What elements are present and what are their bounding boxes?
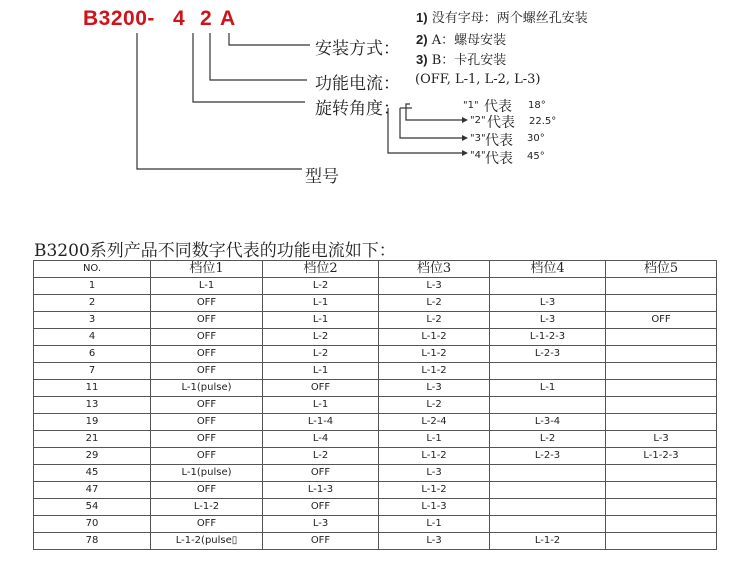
- cell-no: 1: [34, 278, 151, 295]
- table-row: [34, 533, 717, 550]
- table-row: [34, 482, 717, 499]
- cell-position-5: L-3: [606, 431, 717, 448]
- cell-position-2: L-1: [263, 397, 379, 414]
- cell-position-3: L-3: [379, 380, 490, 397]
- cell-position-3: L-2: [379, 312, 490, 329]
- cell-position-4: L-1: [490, 380, 606, 397]
- cell-position-1: OFF: [151, 295, 263, 312]
- cell-position-5: [606, 533, 717, 550]
- cell-position-5: [606, 380, 717, 397]
- table-row: [34, 329, 717, 346]
- angle-word-3: 代表: [485, 133, 513, 149]
- cell-position-5: [606, 278, 717, 295]
- cell-no: 19: [34, 414, 151, 431]
- cell-position-2: L-1: [263, 312, 379, 329]
- cell-position-3: L-1-2: [379, 329, 490, 346]
- table-row: [34, 448, 717, 465]
- cell-no: 6: [34, 346, 151, 363]
- cell-position-3: L-1-2: [379, 346, 490, 363]
- cell-no: 21: [34, 431, 151, 448]
- cell-no: 78: [34, 533, 151, 550]
- table-row: [34, 414, 717, 431]
- cell-position-5: [606, 346, 717, 363]
- cell-position-5: [606, 516, 717, 533]
- cell-no: 11: [34, 380, 151, 397]
- cell-position-4: [490, 397, 606, 414]
- code-letter-install: A: [220, 7, 236, 30]
- table-row: [34, 397, 717, 414]
- cell-position-4: [490, 363, 606, 380]
- cell-position-4: L-2-3: [490, 448, 606, 465]
- cell-position-2: OFF: [263, 465, 379, 482]
- cell-position-4: [490, 499, 606, 516]
- table-row: [34, 295, 717, 312]
- code-digit-rotation: 4: [173, 7, 186, 30]
- cell-position-2: OFF: [263, 499, 379, 516]
- cell-position-3: L-1: [379, 516, 490, 533]
- header-position-1: 档位1: [151, 261, 263, 278]
- cell-position-2: L-3: [263, 516, 379, 533]
- cell-position-3: L-3: [379, 533, 490, 550]
- cell-position-2: L-2: [263, 448, 379, 465]
- table-body: [34, 278, 717, 550]
- cell-position-5: [606, 397, 717, 414]
- cell-no: 4: [34, 329, 151, 346]
- cell-position-4: L-3: [490, 295, 606, 312]
- angle-code-1: "1": [463, 100, 479, 111]
- cell-position-3: L-3: [379, 465, 490, 482]
- angle-value-3: 30°: [527, 133, 545, 144]
- table-row: [34, 465, 717, 482]
- cell-position-2: L-2: [263, 346, 379, 363]
- cell-position-3: L-1-2: [379, 448, 490, 465]
- function-current-table: [33, 260, 717, 550]
- cell-position-2: OFF: [263, 380, 379, 397]
- angle-code-4: "4": [470, 150, 486, 161]
- cell-position-4: [490, 516, 606, 533]
- header-position-3: 档位3: [379, 261, 490, 278]
- cell-position-5: [606, 482, 717, 499]
- cell-position-4: L-2: [490, 431, 606, 448]
- angle-word-4: 代表: [485, 151, 513, 167]
- cell-position-4: L-3: [490, 312, 606, 329]
- cell-no: 45: [34, 465, 151, 482]
- cell-position-2: L-2: [263, 278, 379, 295]
- table-row: [34, 516, 717, 533]
- cell-position-1: L-1(pulse): [151, 465, 263, 482]
- cell-position-3: L-2-4: [379, 414, 490, 431]
- angle-value-2: 22.5°: [529, 116, 557, 127]
- cell-position-5: L-1-2-3: [606, 448, 717, 465]
- cell-position-5: [606, 363, 717, 380]
- install-label: 安装方式：: [315, 39, 400, 59]
- cell-position-2: L-1-3: [263, 482, 379, 499]
- cell-position-4: L-3-4: [490, 414, 606, 431]
- cell-position-1: OFF: [151, 516, 263, 533]
- cell-position-3: L-1-2: [379, 482, 490, 499]
- cell-position-2: L-2: [263, 329, 379, 346]
- cell-no: 29: [34, 448, 151, 465]
- cell-position-5: [606, 465, 717, 482]
- angle-word-2: 代表: [487, 115, 515, 131]
- cell-position-5: [606, 295, 717, 312]
- code-prefix: B3200-: [83, 7, 155, 30]
- cell-position-1: OFF: [151, 346, 263, 363]
- cell-position-3: L-2: [379, 295, 490, 312]
- code-digit-function: 2: [200, 7, 213, 30]
- install-option-3: 3) B：卡孔安装: [416, 52, 507, 68]
- table-row: [34, 499, 717, 516]
- cell-position-1: OFF: [151, 363, 263, 380]
- cell-no: 47: [34, 482, 151, 499]
- cell-position-3: L-1-2: [379, 363, 490, 380]
- table-row: [34, 431, 717, 448]
- cell-position-1: OFF: [151, 448, 263, 465]
- header-position-5: 档位5: [606, 261, 717, 278]
- cell-position-1: OFF: [151, 431, 263, 448]
- cell-position-1: OFF: [151, 414, 263, 431]
- cell-position-3: L-3: [379, 278, 490, 295]
- cell-no: 70: [34, 516, 151, 533]
- header-position-2: 档位2: [263, 261, 379, 278]
- install-option-2: 2) A：螺母安装: [416, 32, 507, 48]
- cell-position-1: L-1-2(pulse▯: [151, 533, 263, 550]
- cell-no: 54: [34, 499, 151, 516]
- table-caption: B3200系列产品不同数字代表的功能电流如下：: [34, 241, 396, 261]
- cell-no: 3: [34, 312, 151, 329]
- cell-position-3: L-1-3: [379, 499, 490, 516]
- cell-position-5: [606, 499, 717, 516]
- header-no: NO.: [34, 261, 151, 278]
- cell-position-1: L-1: [151, 278, 263, 295]
- cell-position-2: L-1-4: [263, 414, 379, 431]
- cell-no: 7: [34, 363, 151, 380]
- cell-position-4: [490, 465, 606, 482]
- table-row: [34, 346, 717, 363]
- cell-no: 13: [34, 397, 151, 414]
- angle-code-2: "2": [470, 115, 486, 126]
- model-label: 型号: [305, 167, 339, 187]
- rotation-label: 旋转角度：: [315, 99, 400, 119]
- angle-value-1: 18°: [528, 100, 546, 111]
- cell-position-1: L-1-2: [151, 499, 263, 516]
- model-code-diagram: [0, 0, 750, 200]
- cell-position-1: OFF: [151, 482, 263, 499]
- cell-position-2: L-1: [263, 363, 379, 380]
- function-label: 功能电流：: [315, 74, 400, 94]
- table-row: [34, 312, 717, 329]
- cell-no: 2: [34, 295, 151, 312]
- cell-position-3: L-1: [379, 431, 490, 448]
- cell-position-2: L-4: [263, 431, 379, 448]
- cell-position-4: [490, 482, 606, 499]
- cell-position-4: L-1-2-3: [490, 329, 606, 346]
- cell-position-1: OFF: [151, 329, 263, 346]
- cell-position-1: OFF: [151, 312, 263, 329]
- cell-position-4: [490, 278, 606, 295]
- angle-word-1: 代表: [484, 99, 512, 115]
- angle-value-4: 45°: [527, 151, 545, 162]
- cell-position-5: OFF: [606, 312, 717, 329]
- cell-position-5: [606, 329, 717, 346]
- cell-position-4: L-2-3: [490, 346, 606, 363]
- table-row: [34, 363, 717, 380]
- cell-position-1: L-1(pulse): [151, 380, 263, 397]
- angle-code-3: "3": [470, 133, 486, 144]
- cell-position-2: OFF: [263, 533, 379, 550]
- install-option-1: 1) 没有字母：两个螺丝孔安装: [416, 10, 588, 26]
- cell-position-3: L-2: [379, 397, 490, 414]
- cell-position-4: L-1-2: [490, 533, 606, 550]
- function-values: (OFF, L-1, L-2, L-3): [415, 72, 541, 87]
- header-position-4: 档位4: [490, 261, 606, 278]
- cell-position-2: L-1: [263, 295, 379, 312]
- cell-position-5: [606, 414, 717, 431]
- cell-position-1: OFF: [151, 397, 263, 414]
- table-row: [34, 380, 717, 397]
- table-header-row: [34, 261, 717, 278]
- table-row: [34, 278, 717, 295]
